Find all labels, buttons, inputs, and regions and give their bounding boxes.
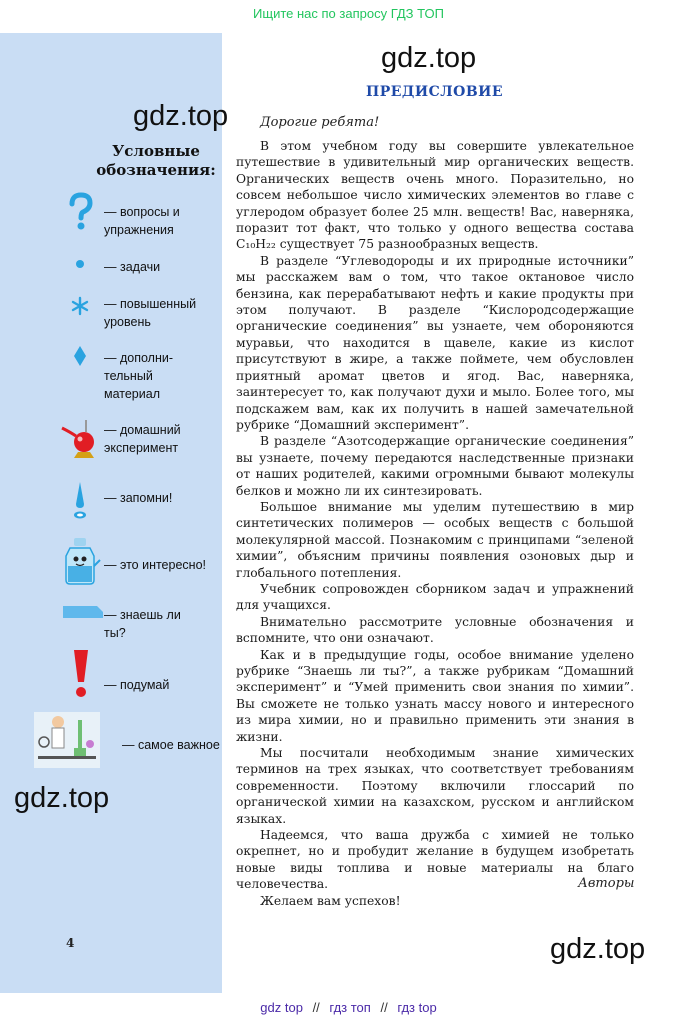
greeting: Дорогие ребята! (260, 115, 380, 130)
paragraph: Желаем вам успехов! (260, 893, 401, 908)
dot-icon (60, 252, 102, 294)
footer-link[interactable]: гдз top (397, 1000, 437, 1015)
legend-item-interesting (60, 536, 220, 576)
watermark: gdz.top (133, 100, 229, 132)
legend-item-think (60, 648, 220, 692)
footer-separator: // (312, 1000, 320, 1015)
legend-label: тельный (104, 369, 153, 383)
legend-item-extra (60, 342, 220, 401)
preface-body (236, 138, 634, 909)
chemist-icon (34, 712, 100, 768)
legend-label: — подумай (104, 678, 170, 692)
footer-separator: // (380, 1000, 388, 1015)
footer-link[interactable]: gdz top (260, 1000, 303, 1015)
signature: Авторы (578, 876, 635, 891)
watermark: gdz.top (381, 42, 477, 74)
paragraph: В разделе “Углеводороды и их природные источники” мы расскажем вам о том, что такое октановое число бензина, как перерабатывают нефть и какие продукты при этом получают. В разделе “Кислородсодержащие органические соединения” вы узнаете, чем обороняются муравьи, что находится в щавеле, какие из кислот присутствуют в жире, а также поймете, чем обусловлен приятный аромат цветов и ягод. Вас, наверняка, заинтересует то, как получают духи и мыло. Более того, мы подскажем вам, как их получить в нашей замечательной рубрике “Домашний эксперимент”. (236, 253, 634, 432)
legend-label: — задачи (104, 260, 161, 274)
paragraph: Учебник сопровожден сборником задач и упражнений для учащихся. (236, 581, 634, 613)
bottle-character-icon (60, 536, 102, 586)
paragraph: Мы посчитали необходимым знание химических терминов на трех языках, что соответствует требованиям современности. Поэтому включили глоссарий по органической химии на казахском, русском и английском языках. (236, 746, 634, 826)
legend-label: ты? (104, 626, 126, 640)
flask-icon (60, 418, 102, 460)
legend-label: — это интересно! (104, 558, 206, 572)
diamond-icon (60, 342, 102, 384)
paragraph: В этом учебном году вы совершите увлекательное путешествие в удивительный мир органических веществ. Органических веществ очень много. Поразительно, но совсем небольшое число химических элементов во главе с углеродом образует более 25 млн. веществ! Вас, наверняка, поразит тот факт, что только у одного вещества состава C₁₀H₂₂ существует 75 разнообразных веществ. (236, 139, 634, 252)
exclamation-drop-icon (60, 480, 102, 522)
top-banner: Ищите нас по запросу ГДЗ ТОП (253, 6, 444, 21)
legend-label: — запомни! (104, 491, 173, 505)
legend-item-questions (60, 192, 220, 237)
page-number: 4 (66, 936, 75, 950)
blue-bar-icon (60, 604, 104, 646)
legend-label: уровень (104, 315, 151, 329)
legend-item-remember (60, 480, 220, 520)
legend-label: — самое важное (122, 738, 220, 752)
question-icon (60, 192, 102, 234)
paragraph: Надеемся, что ваша дружба с химией не только окрепнет, но и пробудит желание в будущем изобретать новые виды топлива и новые материалы на благо человечества. (236, 828, 634, 892)
paragraph: Внимательно рассмотрите условные обозначения и вспомните, что они означают. (236, 614, 634, 646)
paragraph: Как и в предыдущие годы, особое внимание уделено рубрике “Знаешь ли ты?”, а также рубрикам “Домашний эксперимент” и “Умей применить свои знания по химии”. Вы сможете не только узнать массу нового и интересного из мира химии, но и правильно применить эти знания в жизни. (236, 647, 634, 744)
legend-label: — повышенный (104, 297, 197, 311)
legend-label: упражнения (104, 223, 174, 237)
legend-item-home-experiment (60, 418, 220, 458)
legend-label: материал (104, 387, 160, 401)
legend-item-did-you-know (60, 604, 220, 644)
legend-item-most-important (34, 712, 220, 752)
page-title: ПРЕДИСЛОВИЕ (366, 84, 504, 100)
red-exclamation-icon (60, 648, 102, 700)
legend-label: эксперимент (104, 441, 179, 455)
legend-label: — дополни- (104, 351, 174, 365)
legend-label: — знаешь ли (104, 608, 181, 622)
watermark: gdz.top (550, 933, 646, 965)
legend-item-tasks (60, 252, 220, 292)
watermark: gdz.top (14, 782, 110, 814)
asterisk-icon (60, 290, 102, 332)
footer-link[interactable]: гдз топ (329, 1000, 371, 1015)
paragraph: В разделе “Азотсодержащие органические соединения” вы узнаете, почему передаются наследственные признаки от наших родителей, какими огромными бывают молекулы белков и можно ли их синтезировать. (236, 434, 634, 498)
paragraph: Большое внимание мы уделим путешествию в мир синтетических полимеров — особых веществ с большой молекулярной массой. Познакомим с принципами “зеленой химии”, объясним причины появления озоновых дыр и глобального потепления. (236, 499, 634, 580)
legend-title-line: обозначения: (96, 161, 216, 179)
legend-label: — вопросы и (104, 205, 180, 219)
legend-title (96, 142, 216, 180)
legend-title-line: Условные (112, 142, 200, 160)
footer-links (0, 1000, 697, 1015)
legend-label: — домашний (104, 423, 181, 437)
legend-item-advanced (60, 290, 220, 330)
